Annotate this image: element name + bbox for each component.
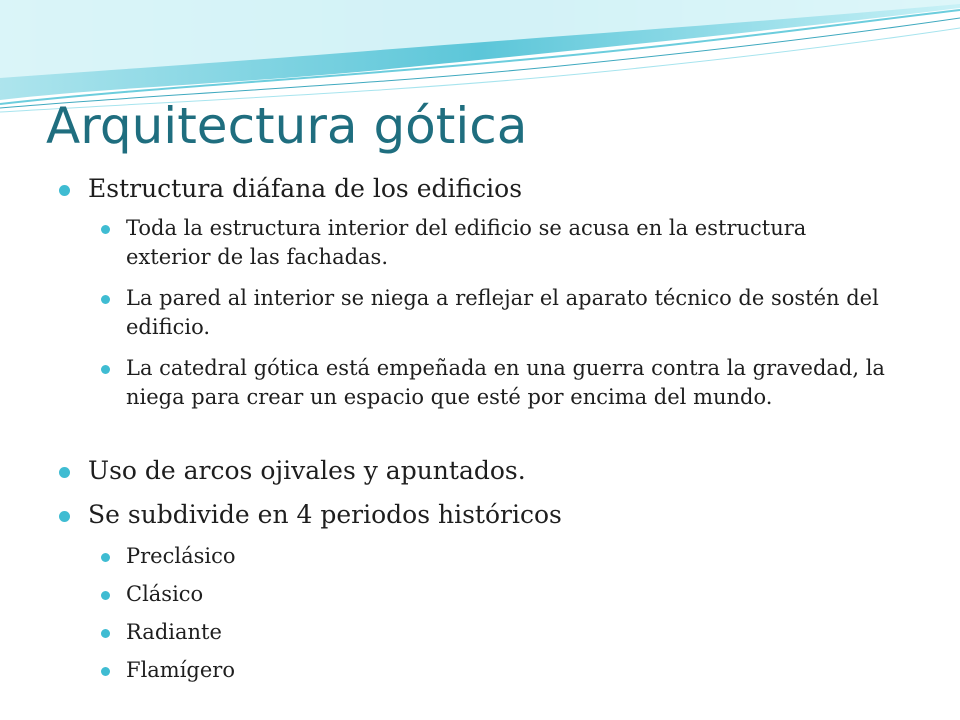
bullet-dot-icon [101, 365, 110, 374]
bullet-dot-icon [101, 667, 110, 676]
bullet-text: Toda la estructura interior del edificio se acusa en la estructura exterior de las fachadas. [126, 216, 807, 269]
sub-bullet-item [126, 656, 896, 685]
bullet-text: La pared al interior se niega a reflejar el aparato técnico de sostén del edificio. [126, 286, 879, 339]
bullet-text: Flamígero [126, 658, 235, 682]
bullet-dot-icon [101, 553, 110, 562]
bullet-text: Uso de arcos ojivales y apuntados. [88, 456, 526, 485]
bullet-dot-icon [59, 467, 70, 478]
bullet-dot-icon [101, 225, 110, 234]
bullet-text: Estructura diáfana de los edificios [88, 174, 523, 203]
bullet-text: Clásico [126, 582, 204, 606]
bullet-dot-icon [101, 295, 110, 304]
bullet-dot-icon [59, 511, 70, 522]
sub-bullet-item [126, 618, 896, 647]
bullet-dot-icon [101, 591, 110, 600]
bullet-item [88, 500, 562, 529]
sub-bullet-item [126, 354, 896, 412]
sub-bullet-item [126, 580, 896, 609]
bullet-dot-icon [59, 185, 70, 196]
sub-bullet-item [126, 214, 896, 272]
bullet-text: Preclásico [126, 544, 236, 568]
bullet-text: La catedral gótica está empeñada en una guerra contra la gravedad, la niega para crear un espacio que esté por encima del mundo. [126, 356, 885, 409]
slide-title: Arquitectura gótica [46, 97, 528, 155]
sub-bullet-item [126, 542, 896, 571]
bullet-dot-icon [101, 629, 110, 638]
bullet-item [88, 174, 522, 203]
bullet-text: Se subdivide en 4 periodos históricos [88, 500, 562, 529]
sub-bullet-item [126, 284, 896, 342]
bullet-text: Radiante [126, 620, 222, 644]
bullet-item [88, 456, 526, 485]
